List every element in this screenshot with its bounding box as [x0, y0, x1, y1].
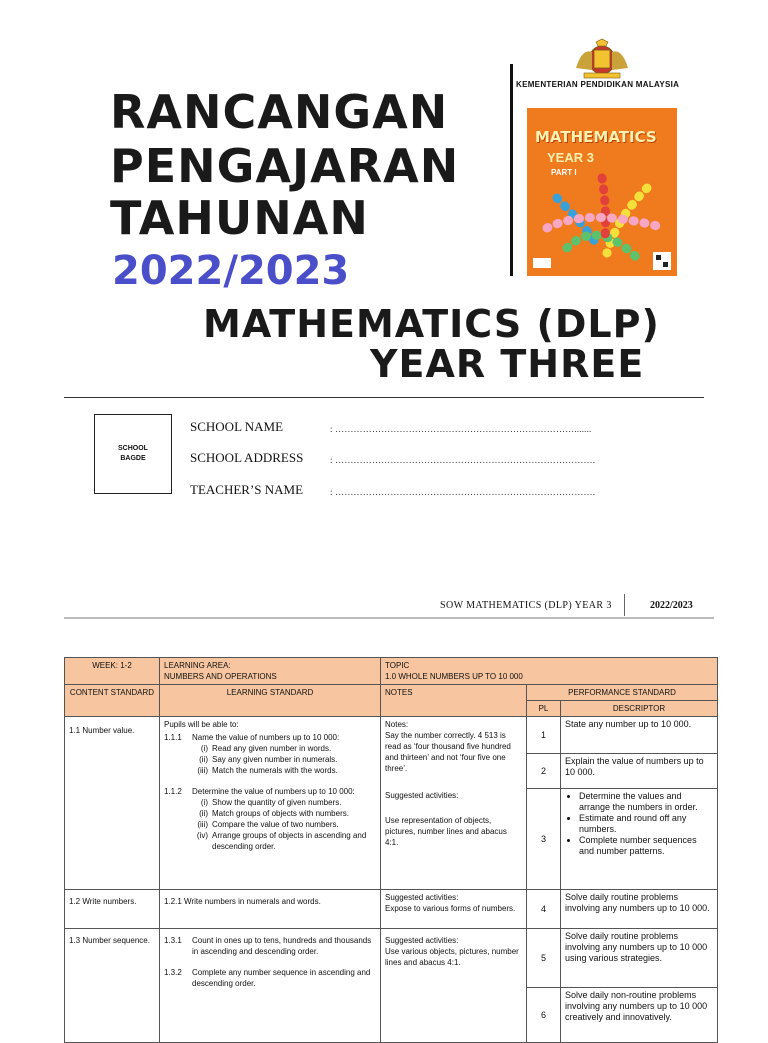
sow-header: SOW MATHEMATICS (DLP) YEAR 3 — [440, 600, 612, 611]
table-column-header-row — [65, 685, 718, 701]
content-standard-cell — [65, 890, 160, 929]
cover-title-line3: TAHUNAN — [110, 191, 369, 245]
learning-item — [164, 967, 376, 989]
cover-title-line1: RANCANGAN — [110, 85, 449, 139]
notes-header: NOTES — [381, 685, 527, 717]
learning-standard-cell — [160, 929, 381, 1043]
descriptor-bullet: • Estimate and round off any numbers. — [579, 813, 713, 835]
cover-title-line2: PENGAJARAN — [110, 139, 460, 193]
activities-body: Expose to various forms of numbers. — [385, 904, 516, 913]
teacher-name-label: TEACHER’S NAME — [190, 482, 304, 497]
descriptor-header: DESCRIPTOR — [561, 701, 718, 717]
textbook-year: YEAR 3 — [547, 150, 594, 165]
sow-year: 2022/2023 — [650, 600, 693, 611]
descriptor-list — [565, 791, 713, 857]
school-address-field: : …………………………………………………………………………. — [330, 455, 596, 465]
learning-item-number: 1.3.1 — [164, 936, 182, 945]
content-standard-header: CONTENT STANDARD — [65, 685, 160, 717]
learning-item-number: 1.1.1 — [164, 733, 182, 742]
roman-numeral: (i) — [200, 798, 208, 807]
learning-item-text: Determine the value of numbers up to 10 000: — [192, 787, 355, 796]
table-row — [65, 890, 718, 929]
subitem-text: Say any given number in numerals. — [212, 755, 338, 764]
pl-cell: 2 — [527, 754, 561, 789]
learning-item-text: 1.2.1 Write numbers in numerals and words. — [164, 897, 321, 906]
notes-cell — [381, 890, 527, 929]
cover-subject: MATHEMATICS (DLP) — [203, 302, 660, 346]
cover-year: 2022/2023 — [112, 248, 350, 294]
performance-standard-header: PERFORMANCE STANDARD — [527, 685, 718, 701]
learning-standard-cell — [160, 717, 381, 890]
week-cell — [65, 658, 160, 685]
learning-area-value: NUMBERS AND OPERATIONS — [164, 672, 277, 681]
learning-item — [164, 732, 376, 743]
cover-level: YEAR THREE — [370, 342, 645, 386]
roman-numeral: (i) — [200, 744, 208, 753]
descriptor-cell — [561, 789, 718, 890]
roman-numeral: (ii) — [199, 755, 208, 764]
badge-line2: BAGDE — [120, 455, 146, 462]
header-separator — [624, 594, 625, 616]
roman-numeral: (ii) — [199, 809, 208, 818]
learning-item — [164, 786, 376, 797]
learning-item-number: 1.3.2 — [164, 968, 182, 977]
descriptor-cell: State any number up to 10 000. — [561, 717, 718, 754]
activities-body: Use various objects, pictures, number lines and abacus 4:1. — [385, 947, 519, 967]
descriptor-cell: Explain the value of numbers up to 10 000. — [561, 754, 718, 789]
activities-title: Suggested activities: — [385, 791, 459, 800]
descriptor-bullet: • Determine the values and arrange the numbers in order. — [579, 791, 713, 813]
notes-cell — [381, 717, 527, 890]
subitem-text: Read any given number in words. — [212, 744, 332, 753]
pl-cell: 1 — [527, 717, 561, 754]
activities-title: Suggested activities: — [385, 936, 459, 945]
school-name-field: : ……………………………………………………………………....... — [330, 424, 592, 434]
content-standard-text: 1.2 Write numbers. — [69, 897, 137, 906]
school-address-label: SCHOOL ADDRESS — [190, 450, 304, 465]
learning-area-label: LEARNING AREA: — [164, 661, 231, 670]
learning-item-text: Complete any number sequence in ascending and descending order. — [192, 968, 371, 988]
learning-item — [164, 935, 376, 957]
table-row — [65, 717, 718, 754]
sow-table — [64, 657, 718, 1043]
learning-subitem — [164, 754, 376, 765]
topic-value: 1.0 WHOLE NUMBERS UP TO 10 000 — [385, 672, 523, 681]
descriptor-cell: Solve daily routine problems involving any numbers up to 10 000 using various strategies. — [561, 929, 718, 988]
learning-standard-cell — [160, 890, 381, 929]
week-label: WEEK: 1-2 — [92, 661, 132, 670]
notes-cell — [381, 929, 527, 1043]
descriptor-bullet: • Complete number sequences and number patterns. — [579, 835, 713, 857]
roman-numeral: (iii) — [197, 820, 208, 829]
learning-standard-header: LEARNING STANDARD — [160, 685, 381, 717]
subitem-text: Compare the value of two numbers. — [212, 820, 339, 829]
teacher-name-field: : …………………………………………………………………………. — [330, 487, 596, 497]
pl-header: PL — [527, 701, 561, 717]
notes-body: Say the number correctly. 4 513 is read as ‘four thousand five hundred and thirteen’ and not ‘four five one three’. — [385, 731, 511, 773]
ministry-name: KEMENTERIAN PENDIDIKAN MALAYSIA — [516, 80, 680, 89]
topic-label: TOPIC — [385, 661, 410, 670]
badge-line1: SCHOOL — [118, 445, 148, 452]
textbook-cover — [527, 108, 677, 276]
activities-title: Suggested activities: — [385, 893, 459, 902]
learning-intro: Pupils will be able to: — [164, 720, 239, 729]
roman-numeral: (iv) — [196, 831, 208, 840]
content-standard-text: 1.1 Number value. — [69, 726, 135, 735]
subitem-text: Match the numerals with the words. — [212, 766, 338, 775]
learning-subitem — [164, 743, 376, 754]
content-standard-cell — [65, 929, 160, 1043]
subitem-text: Match groups of objects with numbers. — [212, 809, 349, 818]
table-header-row — [65, 658, 718, 685]
learning-item-number: 1.1.2 — [164, 787, 182, 796]
textbook-title: MATHEMATICS — [535, 128, 657, 146]
pl-cell: 6 — [527, 988, 561, 1043]
roman-numeral: (iii) — [197, 766, 208, 775]
school-badge-placeholder — [94, 414, 172, 494]
table-row — [65, 929, 718, 988]
divider — [64, 397, 704, 398]
header-rule — [64, 617, 714, 619]
textbook-part: PART I — [551, 168, 577, 177]
pl-cell: 5 — [527, 929, 561, 988]
learning-subitem — [164, 808, 376, 819]
activities-body: Use representation of objects, pictures, number lines and abacus 4:1. — [385, 816, 507, 847]
malaysia-crest-icon — [570, 38, 634, 80]
subitem-text: Arrange groups of objects in ascending and descending order. — [212, 831, 367, 851]
subitem-text: Show the quantity of given numbers. — [212, 798, 342, 807]
pl-cell: 3 — [527, 789, 561, 890]
descriptor-cell: Solve daily non-routine problems involving any numbers up to 10 000 creatively and innovatively. — [561, 988, 718, 1043]
learning-subitem — [164, 819, 376, 830]
learning-item-text: Count in ones up to tens, hundreds and thousands in ascending and descending order. — [192, 936, 372, 956]
topic-cell — [381, 658, 718, 685]
learning-subitem — [164, 830, 376, 852]
learning-area-cell — [160, 658, 381, 685]
content-standard-cell — [65, 717, 160, 890]
descriptor-cell: Solve daily routine problems involving any numbers up to 10 000. — [561, 890, 718, 929]
learning-subitem — [164, 765, 376, 776]
school-name-label: SCHOOL NAME — [190, 419, 284, 434]
cover-divider — [510, 64, 513, 276]
notes-title: Notes: — [385, 720, 409, 729]
learning-subitem — [164, 797, 376, 808]
learning-item-text: Name the value of numbers up to 10 000: — [192, 733, 340, 742]
pl-cell: 4 — [527, 890, 561, 929]
content-standard-text: 1.3 Number sequence. — [69, 936, 150, 945]
